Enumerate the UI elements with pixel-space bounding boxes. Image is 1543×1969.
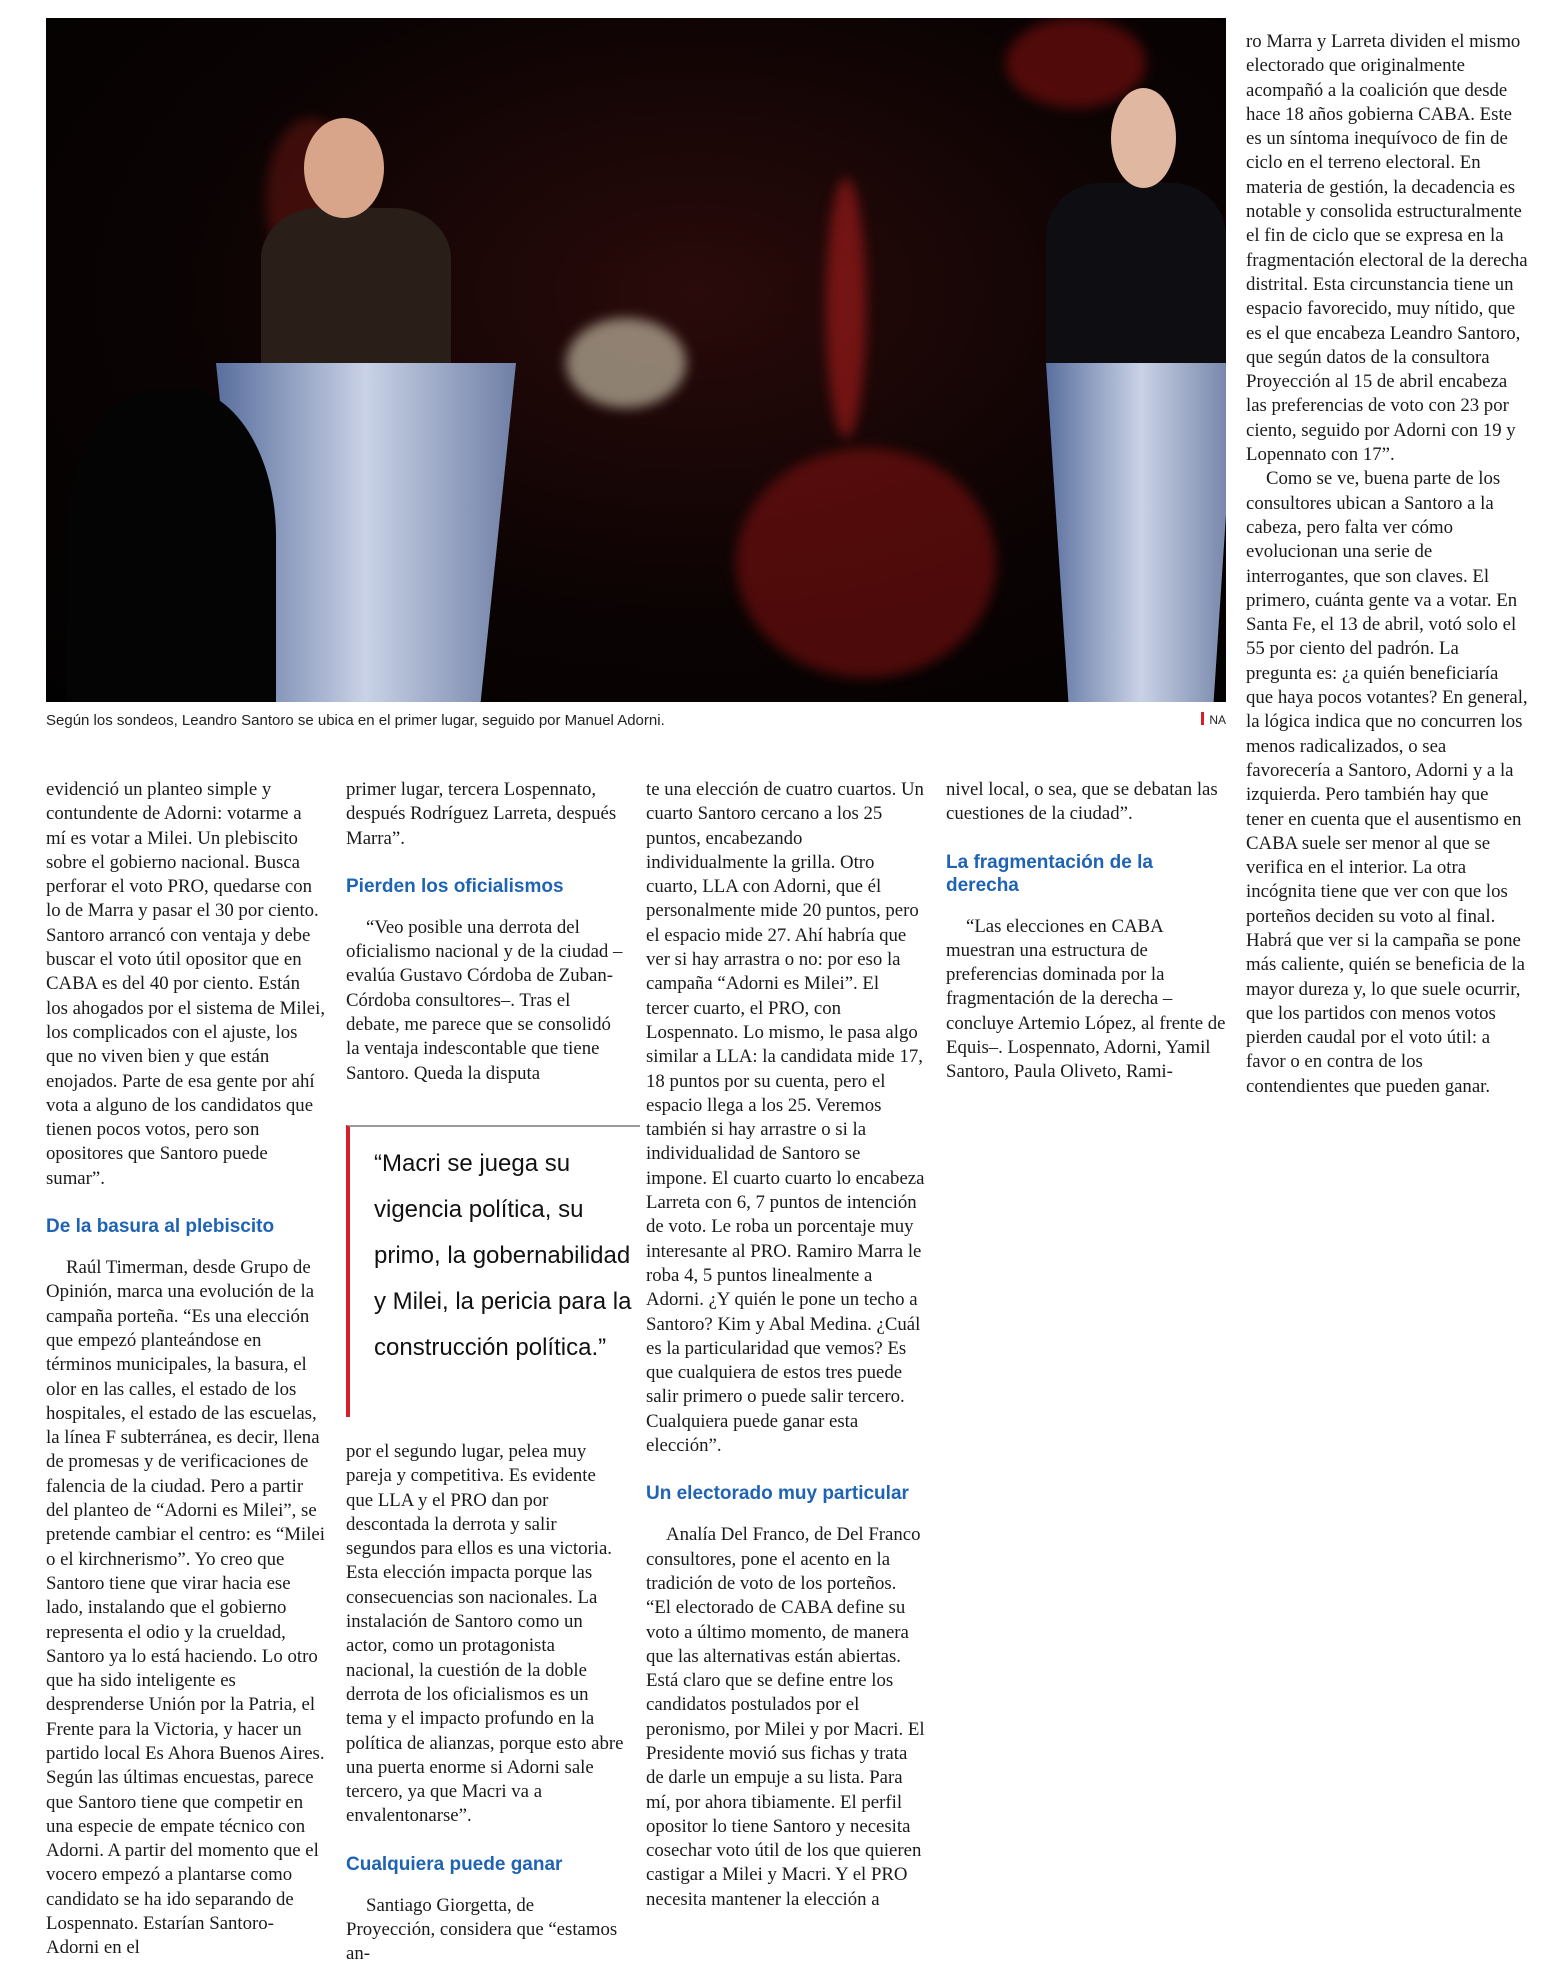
paragraph: Raúl Timerman, desde Grupo de Opinión, marca una evolución de la campaña porteña. “Es una elección que empezó planteándose en términos municipales, la basura, el olor en las calles, el estado de los hospitales, el estado de las escuelas, la línea F subterránea, es decir, llena de promesas y de verificaciones de falencia de la ciudad. Pero a partir del planteo de “Adorni es Milei”, se pretende cambiar el centro: es “Milei o el kirchnerismo”. Yo creo que Santoro tiene que virar hacia ese lado, instalando que el gobierno representa el odio y la crueldad, Santoro ya lo está haciendo. Lo otro que ha sido inteligente es desprenderse Unión por la Patria, el Frente para la Victoria, y hacer un partido local Es Ahora Buenos Aires. Según las últimas encuestas, parece que Santoro tiene que competir en una especie de empate técnico con Adorni. A partir del momento que el vocero empezó a plantarse como candidato se ha ido separando de Lospennato. Estarían Santoro-Adorni en el: [46, 1257, 325, 1959]
pull-quote: [346, 1125, 640, 1417]
credit-bar: [1201, 712, 1204, 725]
left-candidate-head: [304, 118, 384, 218]
paragraph: ro Marra y Larreta dividen el mismo electorado que originalmente acompañó a la coalición que desde hace 18 años gobierna CABA. Este es un síntoma inequívoco de fin de ciclo en el terreno electoral. En materia de gestión, la decadencia es notable y consolida estructuralmente el fin de ciclo que se expresa en la fragmentación electoral de la derecha distrital. Esta circunstancia tiene un espacio favorecido, muy nítido, que es el que encabeza Leandro Santoro, que según datos de la consultora Proyección al 15 de abril encabeza las preferencias de voto con 23 por ciento, seguido por Adorni con 19 y Lopennato con 17”.: [1246, 31, 1528, 466]
right-candidate-body: [1046, 183, 1226, 363]
left-candidate-body: [261, 208, 451, 378]
paragraph: primer lugar, tercera Lospennato, después Rodríguez Larreta, después Marra”.: [346, 779, 617, 849]
subheading: Cualquiera puede ganar: [346, 1853, 563, 1875]
paragraph: te una elección de cuatro cuartos. Un cuarto Santoro cercano a los 25 puntos, encabezando individualmente la grilla. Otro cuarto, LLA con Adorni, que él personalmente mide 20 puntos, pero el espacio mide 27. Ahí habría que ver si hay arrastra o no: por eso la campaña “Adorni es Milei”. El tercer cuarto, el PRO, con Lospennato. Lo mismo, le pasa algo similar a LLA: la candidata mide 17, 18 puntos por su cuenta, pero el espacio llega a los 25. Veremos también si hay arrastre o si la individualidad de Santoro se impone. El cuarto cuarto lo encabeza Larreta con 6, 7 puntos de intención de voto. Le roba un porcentaje muy interesante al PRO. Ramiro Marra le roba 4, 5 puntos linealmente a Adorni. ¿Y quién le pone un techo a Santoro? Kim y Abal Medina. ¿Cuál es la particularidad que vemos? Es que cualquiera de estos tres puede salir primero o puede salir tercero. Cualquiera puede ganar esta elección”.: [646, 779, 925, 1457]
article-column-2: [346, 778, 626, 1086]
subheading: Pierden los oficialismos: [346, 875, 564, 897]
paragraph: “Veo posible una derrota del oficialismo nacional y de la ciudad –evalúa Gustavo Córdoba de Zuban-Córdoba consultores–. Tras el debate, me parece que se consolidó la ventaja indescontable que tiene Santoro. Queda la disputa: [346, 916, 623, 1084]
paragraph: “Las elecciones en CABA muestran una estructura de preferencias dominada por la fragmentación de la derecha –concluye Artemio López, al frente de Equis–. Lospennato, Adorni, Yamil Santoro, Paula Oliveto, Rami-: [946, 915, 1226, 1083]
background-light: [826, 178, 866, 438]
right-podium: [1046, 363, 1226, 702]
photo-credit: [1201, 712, 1226, 727]
subheading: De la basura al plebiscito: [46, 1216, 275, 1238]
subheading: La fragmentación de la derecha: [946, 851, 1153, 896]
article-column-2-continued: [346, 1440, 626, 1967]
paragraph: nivel local, o sea, que se debatan las cuestiones de la ciudad”.: [946, 779, 1218, 825]
photo-caption: [46, 712, 1226, 729]
paragraph: Analía Del Franco, de Del Franco consultores, pone el acento en la tradición de voto de los porteños. “El electorado de CABA define su voto a último momento, de manera que las alternativas están abiertas. Está claro que se define entre los candidatos postulados por el peronismo, por Milei y por Macri. El Presidente movió sus fichas y trata de darle un empuje a su lista. Para mí, por ahora tibiamente. El perfil opositor lo tiene Santoro y necesita cosechar voto útil de los que quieren castigar a Milei y Macri. Y el PRO necesita mantener la elección a: [646, 1524, 925, 1910]
article-column-1: [46, 778, 326, 1961]
background-light: [736, 448, 996, 678]
right-candidate-head: [1111, 88, 1176, 188]
paragraph: Santiago Giorgetta, de Proyección, considera que “estamos an-: [346, 1894, 618, 1965]
background-light: [1006, 18, 1146, 108]
article-column-4: [946, 778, 1226, 1085]
paragraph: Como se ve, buena parte de los consultores ubican a Santoro a la cabeza, pero falta ver cómo evolucionan una serie de interrogantes, que son claves. El primero, cuánta gente va a votar. En Santa Fe, el 13 de abril, votó solo el 55 por ciento del padrón. La pregunta es: ¿a quién beneficiaría que haya pocos votantes? En general, la lógica indica que no concurren los menos radicalizados, o sea favorecería a Santoro, Adorni y a la izquierda. Pero también hay que tener en cuenta que el ausentismo en CABA suele ser menor al que se verifica en el interior. La otra incógnita tiene que ver con que los porteños deciden su voto al final. Habrá que ver si la campaña se pone más caliente, quién se beneficia de la mayor dureza y, lo que suele ocurrir, que los partidos con menos votos pierden caudal por el voto útil: a favor o en contra de los contendientes que pueden ganar.: [1246, 468, 1528, 1097]
debate-photo: [46, 18, 1226, 702]
pull-quote-text: “Macri se juega su vigencia política, su primo, la gobernabilidad y Milei, la pericia para la construcción política.”: [374, 1150, 632, 1361]
article-column-3: [646, 778, 926, 1912]
background-light: [566, 318, 686, 408]
credit-text: NA: [1209, 713, 1226, 727]
caption-text: Según los sondeos, Leandro Santoro se ubica en el primer lugar, seguido por Manuel Adorni.: [46, 712, 665, 729]
subheading: Un electorado muy particular: [646, 1483, 909, 1505]
paragraph: por el segundo lugar, pelea muy pareja y competitiva. Es evidente que LLA y el PRO dan por descontada la derrota y salir segundos para ellos es una victoria. Esta elección impacta porque las consecuencias son nacionales. La instalación de Santoro como un actor, como un protagonista nacional, la cuestión de la doble derrota de los oficialismos es un tema y el impacto profundo en la política de alianzas, porque esto abre una puerta enorme si Adorni sale tercero, ya que Macri va a envalentonarse”.: [346, 1441, 624, 1827]
article-column-5: [1246, 30, 1528, 1099]
foreground-viewer: [66, 388, 276, 702]
paragraph: evidenció un planteo simple y contundente de Adorni: votarme a mí es votar a Milei. Un plebiscito sobre el gobierno nacional. Busca perforar el voto PRO, quedarse con lo de Marra y pasar el 30 por ciento. Santoro arrancó con ventaja y debe buscar el voto útil opositor que en CABA es del 40 por ciento. Están los ahogados por el sistema de Milei, los complicados con el ajuste, los que no viven bien y que están enojados. Parte de esa gente por ahí vota a alguno de los candidatos que tienen pocos votos, pero son opositores que Santoro puede sumar”.: [46, 779, 326, 1189]
